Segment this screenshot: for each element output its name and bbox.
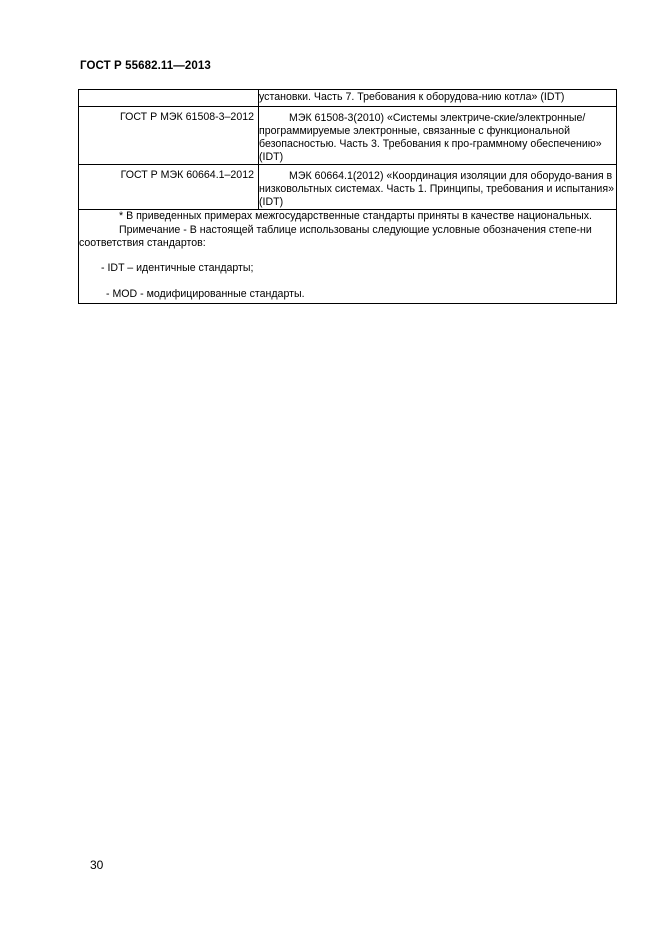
table-cell-iec (259, 165, 617, 210)
gost-designation: ГОСТ Р МЭК 61508-3–2012 (120, 111, 254, 123)
table-cell-iec (259, 90, 617, 107)
document-header: ГОСТ Р 55682.11—2013 (80, 60, 211, 72)
table-row (79, 90, 617, 107)
table-row (79, 107, 617, 165)
table-cell-text: установки. Часть 7. Требования к оборудова-нию котла» (IDT) (259, 91, 565, 103)
table-cell-text: МЭК 60664.1(2012) «Координация изоляции для оборудо-вания в низковольтных системах. Часть 1. Принципы, требования и испытания» (IDT) (259, 170, 614, 208)
table-cell-iec (259, 107, 617, 165)
legend-item-idt: - IDT – идентичные стандарты; (101, 262, 254, 274)
footnote-text: * В приведенных примерах межгосударственные стандарты приняты в качестве национальных. (119, 210, 592, 222)
table-row (79, 165, 617, 210)
table-cell-gost (79, 165, 259, 210)
page-number: 30 (90, 858, 104, 872)
table-notes-row (79, 210, 617, 304)
gost-designation: ГОСТ Р МЭК 60664.1–2012 (120, 169, 254, 181)
standards-table (78, 89, 617, 304)
remark-text: Примечание - В настоящей таблице использованы следующие условные обозначения степе-ни соответствия стандартов: (79, 224, 592, 249)
legend-item-mod: - MOD - модифицированные стандарты. (106, 288, 305, 300)
table-cell-gost (79, 90, 259, 107)
table-notes-cell (79, 210, 617, 304)
table-cell-text: МЭК 61508-3(2010) «Системы электриче-ские/электронные/программируемые электронные, связанные с функциональной безопасностью. Часть 3. Требования к про-граммному обеспечению» (IDT) (259, 112, 602, 163)
table-cell-gost (79, 107, 259, 165)
